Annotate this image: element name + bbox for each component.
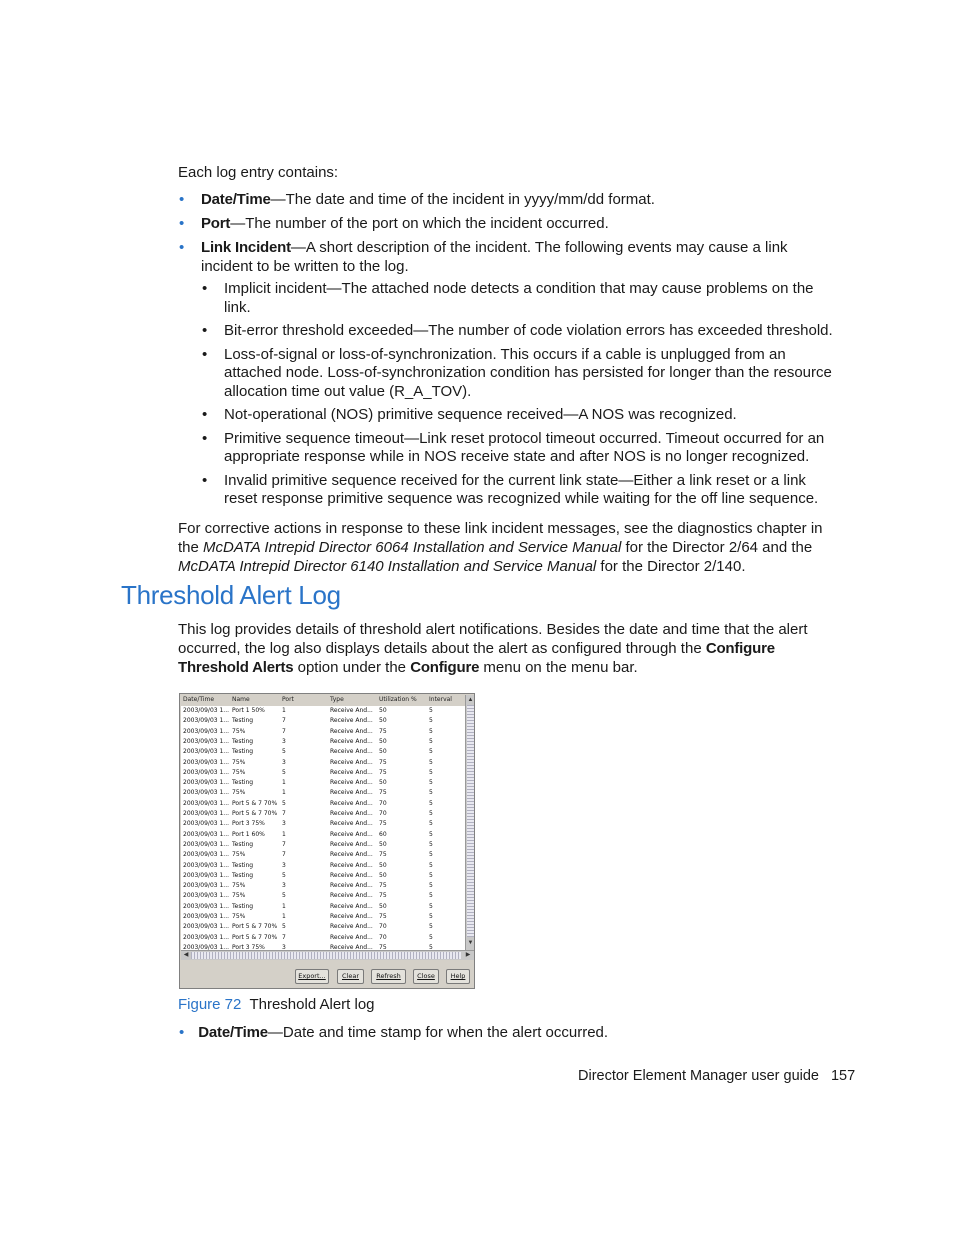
vertical-scrollbar[interactable] (465, 695, 475, 950)
bullet-text: —The number of the port on which the incident occurred. (230, 215, 609, 232)
manual-title-6140: McDATA Intrepid Director 6140 Installation and Service Manual (178, 558, 597, 575)
vertical-scroll-thumb[interactable] (467, 705, 474, 937)
table-cell: 2003/09/03 1... (183, 779, 230, 787)
table-cell: 60 (379, 830, 387, 838)
table-cell: 50 (379, 717, 387, 725)
table-cell: 7 (282, 933, 286, 941)
table-cell: 2003/09/03 1... (183, 923, 230, 931)
table-cell: Receive And... (330, 810, 373, 817)
bullet-term: Port (201, 215, 231, 232)
table-cell: 5 (429, 913, 433, 920)
table-cell: 75% (232, 882, 246, 890)
table-cell: 5 (429, 933, 433, 941)
table-cell: 2003/09/03 1... (183, 768, 230, 776)
bullet-text: —A short description of the incident. The following events may cause a link incident to be written to the log. (201, 239, 788, 275)
table-cell: 75 (379, 789, 387, 797)
table-cell: 3 (282, 943, 286, 950)
sub-bullet-dot: • (202, 322, 208, 339)
menu-configure: Configure (410, 659, 480, 676)
table-cell: Receive And... (330, 892, 373, 900)
column-header[interactable]: Utilization % (379, 696, 417, 703)
table-cell: 2003/09/03 1... (183, 871, 230, 879)
sub-bullet: • Primitive sequence timeout—Link reset protocol timeout occurred. Timeout occurred for an appropriate response while in NOS receive state and after NOS is no longer recognized. (202, 429, 825, 465)
help-button[interactable]: Help (446, 969, 470, 984)
table-cell: Receive And... (330, 902, 373, 910)
column-header[interactable]: Interval (429, 696, 452, 703)
scroll-up-icon[interactable]: ▲ (467, 697, 474, 703)
table-cell: 5 (429, 737, 433, 745)
table-cell: Receive And... (330, 717, 373, 725)
horizontal-scroll-thumb[interactable] (191, 952, 461, 959)
figure-number: Figure 72 (178, 996, 242, 1013)
sub-bullet-dot: • (202, 471, 208, 489)
table-cell: Testing (232, 871, 254, 879)
table-cell: Receive And... (330, 933, 373, 941)
table-cell: 5 (282, 892, 286, 900)
column-header[interactable]: Type (330, 696, 344, 703)
table-cell: 7 (282, 851, 286, 859)
table-row[interactable] (181, 768, 465, 778)
horizontal-scrollbar[interactable] (181, 950, 474, 960)
table-row[interactable] (181, 871, 465, 881)
table-cell: 75% (232, 727, 246, 735)
table-cell: 2003/09/03 1... (183, 913, 230, 920)
table-cell: Receive And... (330, 923, 373, 931)
table-cell: 2003/09/03 1... (183, 902, 230, 910)
sub-bullet-dot: • (202, 345, 208, 363)
table-cell: 7 (282, 840, 286, 848)
table-cell: 5 (429, 871, 433, 879)
sub-bullet: • Bit-error threshold exceeded—The number of code violation errors has exceeded threshold. (202, 322, 833, 339)
table-cell: 70 (379, 923, 387, 931)
table-row[interactable] (181, 891, 465, 901)
table-cell: 5 (429, 923, 433, 931)
table-row[interactable] (181, 747, 465, 757)
table-cell: 75 (379, 943, 387, 950)
table-cell: 1 (282, 707, 286, 714)
table-cell: Receive And... (330, 871, 373, 879)
table-cell: Port 5 & 7 70% (232, 799, 278, 807)
table-cell: Receive And... (330, 707, 373, 714)
table-row[interactable] (181, 840, 465, 850)
table-cell: 1 (282, 789, 286, 797)
table-cell: Receive And... (330, 882, 373, 890)
bullet-link-incident (178, 238, 840, 509)
table-cell: 5 (429, 758, 433, 766)
table-cell: 1 (282, 913, 286, 920)
table-cell: Port 5 & 7 70% (232, 810, 278, 817)
table-cell: 75% (232, 892, 246, 900)
column-header[interactable]: Port (282, 696, 294, 703)
table-cell: Port 3 75% (232, 943, 265, 950)
table-cell: 1 (282, 830, 286, 838)
table-cell: Receive And... (330, 727, 373, 735)
table-cell: 3 (282, 820, 286, 828)
bullet-term: Date/Time (201, 191, 271, 208)
table-cell: Receive And... (330, 913, 373, 920)
table-cell: Port 1 50% (232, 707, 265, 714)
clear-button[interactable]: Clear (337, 969, 364, 984)
close-button[interactable]: Close (413, 969, 439, 984)
table-cell: Port 5 & 7 70% (232, 923, 278, 931)
log-description-paragraph: This log provides details of threshold alert notifications. Besides the date and time that the alert occurred, the log also displays details about the alert as configured through the Configure Threshold Alerts option under the Configure menu on the menu bar. (178, 621, 808, 676)
table-cell: 5 (429, 943, 433, 950)
table-cell: Receive And... (330, 748, 373, 756)
entry-bullet-list (178, 190, 840, 514)
table-cell: 2003/09/03 1... (183, 861, 230, 869)
table-cell: Testing (232, 861, 254, 869)
table-cell: 5 (429, 779, 433, 787)
table-cell: 2003/09/03 1... (183, 799, 230, 807)
table-cell: 2003/09/03 1... (183, 727, 230, 735)
footer-title: Director Element Manager user guide (578, 1068, 819, 1084)
bullet-dot: • (179, 215, 185, 232)
table-cell: 50 (379, 871, 387, 879)
table-cell: Receive And... (330, 830, 373, 838)
table-cell: Testing (232, 902, 254, 910)
table-cell: 50 (379, 737, 387, 745)
table-row[interactable] (181, 727, 465, 737)
table-cell: 75 (379, 913, 387, 920)
bullet-date-time (178, 190, 840, 209)
sub-bullet-dot: • (202, 429, 208, 447)
sub-bullet: • Implicit incident—The attached node detects a condition that may cause problems on the link. (202, 280, 814, 316)
table-cell: Receive And... (330, 768, 373, 776)
table-cell: 5 (282, 768, 286, 776)
corrective-actions-paragraph: For corrective actions in response to these link incident messages, see the diagnostics chapter in the McDATA Intrepid Director 6064 Installation and Service Manual for the Director 2/64 and the McDATA Intrepid Director 6140 Installation and Service Manual for the Director 2/140. (178, 520, 823, 575)
table-cell: 5 (429, 768, 433, 776)
table-cell: 7 (282, 717, 286, 725)
sub-bullet: • Loss-of-signal or loss-of-synchronization. This occurs if a cable is unplugged from an attached node. Loss-of-synchronization condition has persisted for longer than the resource allocation time out value (R_A_TOV). (202, 345, 832, 400)
table-cell: 50 (379, 902, 387, 910)
table-cell: 3 (282, 861, 286, 869)
section-heading: Threshold Alert Log (121, 580, 341, 610)
table-cell: 75% (232, 758, 246, 766)
bullet-date-time-alert (178, 1023, 608, 1042)
table-cell: 75% (232, 851, 246, 859)
table-cell: 5 (429, 789, 433, 797)
table-cell: 2003/09/03 1... (183, 840, 230, 848)
table-cell: 2003/09/03 1... (183, 933, 230, 941)
table-cell: 7 (282, 810, 286, 817)
table-cell: 5 (429, 851, 433, 859)
table-cell: 5 (429, 882, 433, 890)
table-cell: 2003/09/03 1... (183, 830, 230, 838)
table-cell: 3 (282, 882, 286, 890)
table-row[interactable] (181, 922, 465, 932)
table-cell: 5 (429, 799, 433, 807)
table-row[interactable] (181, 706, 465, 716)
bullet-text: —Date and time stamp for when the alert occurred. (267, 1024, 609, 1041)
column-header[interactable]: Date/Time (183, 696, 215, 703)
table-cell: 2003/09/03 1... (183, 820, 230, 828)
bullet-dot: • (179, 1024, 185, 1041)
figure-title: Threshold Alert log (249, 996, 375, 1013)
table-cell: Port 5 & 7 70% (232, 933, 278, 941)
table-cell: 5 (282, 748, 286, 756)
table-cell: 75 (379, 727, 387, 735)
table-cell: 2003/09/03 1... (183, 943, 230, 950)
table-cell: Receive And... (330, 840, 373, 848)
table-cell: 5 (429, 810, 433, 817)
table-row[interactable] (181, 737, 465, 747)
table-cell: Port 1 60% (232, 830, 265, 838)
table-cell: 2003/09/03 1... (183, 748, 230, 756)
table-row[interactable] (181, 861, 465, 871)
table-cell: 1 (282, 902, 286, 910)
table-cell: 5 (429, 707, 433, 714)
page-number: 157 (830, 1068, 856, 1084)
intro-text: Each log entry contains: (178, 164, 339, 181)
table-cell: Testing (232, 840, 254, 848)
table-cell: Receive And... (330, 820, 373, 828)
table-cell: Receive And... (330, 737, 373, 745)
threshold-alert-log-window (179, 693, 475, 989)
table-body (181, 706, 465, 950)
table-cell: 5 (429, 902, 433, 910)
scroll-down-icon[interactable]: ▼ (467, 940, 474, 946)
table-cell: Testing (232, 779, 254, 787)
table-cell: 50 (379, 861, 387, 869)
table-cell: Port 3 75% (232, 820, 265, 828)
table-row[interactable] (181, 912, 465, 922)
table-row[interactable] (181, 819, 465, 829)
sub-bullet: • Not-operational (NOS) primitive sequence received—A NOS was recognized. (202, 406, 737, 423)
table-row[interactable] (181, 943, 465, 950)
table-cell: 2003/09/03 1... (183, 810, 230, 817)
table-cell: Receive And... (330, 789, 373, 797)
table-cell: 7 (282, 727, 286, 735)
bullet-term: Date/Time (198, 1024, 268, 1041)
table-cell: 5 (282, 923, 286, 931)
table-cell: 2003/09/03 1... (183, 717, 230, 725)
scroll-right-icon[interactable]: ▶ (465, 952, 471, 958)
table-row[interactable] (181, 788, 465, 798)
table-cell: 50 (379, 779, 387, 787)
sub-bullet-dot: • (202, 406, 208, 423)
table-cell: 5 (282, 799, 286, 807)
table-cell: 75 (379, 892, 387, 900)
table-cell: 5 (429, 840, 433, 848)
table-cell: 75 (379, 820, 387, 828)
table-cell: 2003/09/03 1... (183, 758, 230, 766)
table-row[interactable] (181, 716, 465, 726)
table-cell: 75% (232, 789, 246, 797)
incident-sub-list (201, 280, 840, 509)
table-cell: 5 (429, 820, 433, 828)
table-cell: 1 (282, 779, 286, 787)
scroll-left-icon[interactable]: ◀ (183, 952, 189, 958)
bullet-dot: • (179, 191, 185, 208)
table-cell: 2003/09/03 1... (183, 737, 230, 745)
table-cell: Testing (232, 717, 254, 725)
table-row[interactable] (181, 902, 465, 912)
table-cell: 5 (429, 830, 433, 838)
table-cell: 75 (379, 768, 387, 776)
table-cell: Receive And... (330, 799, 373, 807)
bullet-dot: • (179, 239, 185, 256)
table-cell: Receive And... (330, 943, 373, 950)
table-cell: 75% (232, 913, 246, 920)
table-cell: 2003/09/03 1... (183, 882, 230, 890)
table-cell: 70 (379, 933, 387, 941)
table-cell: Receive And... (330, 758, 373, 766)
sub-bullet: • Invalid primitive sequence received for the current link state—Either a link reset or a link reset response primitive sequence was recognized while waiting for the off line sequence. (202, 471, 819, 507)
table-cell: Receive And... (330, 779, 373, 787)
refresh-button[interactable]: Refresh (371, 969, 406, 984)
table-cell: 2003/09/03 1... (183, 789, 230, 797)
table-cell: Receive And... (330, 851, 373, 859)
menu-option-configure-threshold-alerts: Configure Threshold Alerts (178, 640, 775, 676)
table-row[interactable] (181, 778, 465, 788)
figure-caption (178, 995, 375, 1014)
table-cell: 2003/09/03 1... (183, 892, 230, 900)
table-cell: 75 (379, 758, 387, 766)
table-cell: 75 (379, 882, 387, 890)
table-cell: Testing (232, 748, 254, 756)
table-row[interactable] (181, 809, 465, 819)
table-row[interactable] (181, 933, 465, 943)
table-cell: 75 (379, 851, 387, 859)
table-cell: 50 (379, 748, 387, 756)
table-cell: 75% (232, 768, 246, 776)
table-row[interactable] (181, 758, 465, 768)
bullet-text: —The date and time of the incident in yyyy/mm/dd format. (270, 191, 655, 208)
table-cell: 50 (379, 840, 387, 848)
table-row[interactable] (181, 850, 465, 860)
bullet-term: Link Incident (201, 239, 291, 256)
table-cell: 2003/09/03 1... (183, 707, 230, 714)
table-cell: 5 (429, 861, 433, 869)
table-row[interactable] (181, 830, 465, 840)
table-row[interactable] (181, 881, 465, 891)
column-header[interactable]: Name (232, 696, 250, 703)
table-cell: Testing (232, 737, 254, 745)
table-cell: 5 (429, 748, 433, 756)
table-cell: 50 (379, 707, 387, 714)
table-cell: 3 (282, 758, 286, 766)
table-cell: 70 (379, 810, 387, 817)
table-cell: 5 (429, 892, 433, 900)
table-row[interactable] (181, 799, 465, 809)
table-cell: 2003/09/03 1... (183, 851, 230, 859)
export-button[interactable]: Export... (295, 969, 329, 984)
manual-title-6064: McDATA Intrepid Director 6064 Installation and Service Manual (203, 539, 622, 556)
table-cell: Receive And... (330, 861, 373, 869)
table-cell: 3 (282, 737, 286, 745)
table-cell: 5 (429, 727, 433, 735)
table-cell: 70 (379, 799, 387, 807)
table-cell: 5 (282, 871, 286, 879)
sub-bullet-dot: • (202, 280, 208, 297)
page-footer (578, 1067, 855, 1086)
bullet-port (178, 214, 840, 233)
table-cell: 5 (429, 717, 433, 725)
